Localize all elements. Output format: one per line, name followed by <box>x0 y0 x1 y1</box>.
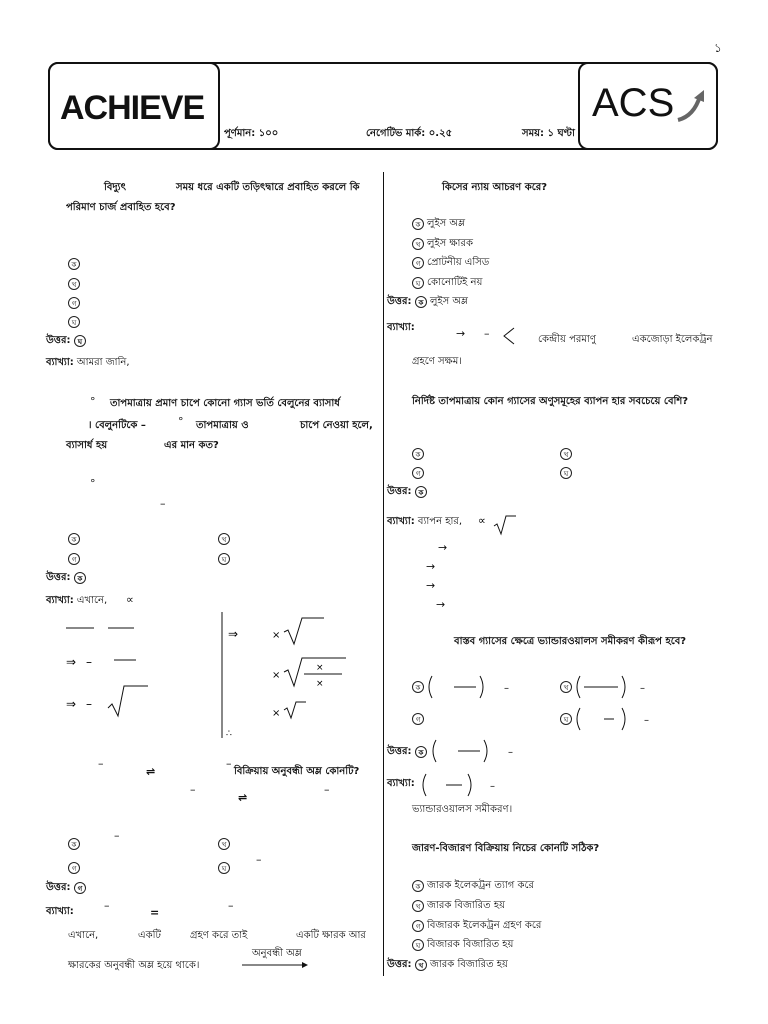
lq3-option-d[interactable] <box>218 862 233 874</box>
rq4-option-a-text: জারক ইলেকট্রন ত্যাগ করে <box>427 880 534 891</box>
rq1-explanation-label: ব্যাখ্যা: <box>387 322 415 333</box>
option-marker: ঘ <box>218 862 230 874</box>
option-marker: খ <box>560 681 572 693</box>
logo-left-box <box>48 62 220 150</box>
svg-text:×: × <box>272 708 281 719</box>
equilibrium-symbol: ⇌ <box>238 791 248 804</box>
exam-time: সময়: ১ ঘণ্টা <box>522 128 575 139</box>
rq3-option-a[interactable] <box>412 681 427 693</box>
svg-text:–: – <box>504 683 509 694</box>
minus-symbol: – <box>98 757 104 770</box>
rq1-option-a[interactable] <box>412 218 465 230</box>
degree-symbol: ° <box>178 415 184 428</box>
minus-symbol: – <box>226 757 232 770</box>
lq1-text-b: সময় ধরে একটি তড়িৎদ্বারে প্রবাহিত করলে কি <box>176 182 360 193</box>
rq1-option-b[interactable] <box>412 238 473 250</box>
rq1-stem: কিসের ন্যায় আচরণ করে? <box>442 182 548 193</box>
lq2-math-work <box>60 612 380 742</box>
answer-marker: ক <box>415 486 427 498</box>
option-marker: গ <box>412 257 424 269</box>
degree-symbol: ° <box>90 395 96 408</box>
option-marker: খ <box>68 278 80 290</box>
bond-angle-icon <box>502 326 516 348</box>
lq1-option-c[interactable] <box>68 297 83 309</box>
rq4-option-d-text: বিজারক বিজারিত হয় <box>427 939 514 950</box>
rq3-answer-formula <box>430 736 520 766</box>
rq3-option-d-formula <box>574 704 654 734</box>
lq1-option-a[interactable] <box>68 258 83 270</box>
lq3-stem: বিক্রিয়ায় অনুবন্ধী অম্ল কোনটি? <box>234 766 360 777</box>
rq2-explanation-text: ব্যাপন হার, <box>417 516 463 527</box>
lq3-exp-d: একটি ক্ষারক আর <box>296 930 366 941</box>
lq3-exp-a: এখানে, <box>68 930 99 941</box>
option-marker: ঘ <box>68 316 80 328</box>
svg-text:×: × <box>272 630 281 641</box>
lq2-option-d[interactable] <box>218 553 233 565</box>
logo-arrow-icon <box>676 88 706 124</box>
option-marker: ঘ <box>218 553 230 565</box>
lq2-answer <box>46 572 89 584</box>
svg-text:–: – <box>644 715 649 726</box>
lq2-text-d: চাপে নেওয়া হলে, <box>300 420 373 431</box>
negative-marks: নেগেটিভ মার্ক: ০.২৫ <box>366 128 453 139</box>
rq1-option-d-text: কোনোটিই নয় <box>427 277 483 288</box>
right-arrow-icon: → <box>436 598 446 611</box>
explanation-label: ব্যাখ্যা: <box>387 516 415 527</box>
degree-symbol: ° <box>90 477 96 490</box>
option-marker: ঘ <box>560 467 572 479</box>
option-marker: ঘ <box>412 939 424 951</box>
minus-symbol: – <box>104 899 110 912</box>
lq3-exp-b: একটি <box>138 930 161 941</box>
answer-marker: ক <box>415 296 427 308</box>
option-marker: ক <box>68 533 80 545</box>
option-marker: গ <box>412 920 424 932</box>
svg-text:–: – <box>86 655 92 669</box>
explanation-label: ব্যাখ্যা: <box>46 595 74 606</box>
option-marker: গ <box>412 467 424 479</box>
answer-label: উত্তর: <box>387 296 412 307</box>
lq3-explanation-label: ব্যাখ্যা: <box>46 906 74 917</box>
right-arrow-icon: → <box>456 327 466 340</box>
rq4-option-c[interactable] <box>412 920 541 932</box>
minus-symbol: – <box>114 829 120 842</box>
rq3-answer <box>387 746 430 758</box>
option-marker: গ <box>68 297 80 309</box>
lq1-text-a: বিদ্যুৎ <box>104 182 126 193</box>
explanation-label: ব্যাখ্যা: <box>46 357 74 368</box>
minus-symbol: – <box>228 899 234 912</box>
lq1-answer <box>46 335 89 347</box>
rq4-option-b-text: জারক বিজারিত হয় <box>427 900 505 911</box>
rq3-stem: বাস্তব গ্যাসের ক্ষেত্রে ভ্যান্ডারওয়ালস সমীকরণ কীরূপ হবে? <box>454 636 687 647</box>
lq2-text-f: এর মান কত? <box>164 440 219 451</box>
rq2-option-a[interactable] <box>412 448 427 460</box>
minus-symbol: – <box>484 327 490 340</box>
lq2-explanation <box>46 595 107 607</box>
minus-symbol: – <box>256 853 262 866</box>
lq1-explanation <box>46 357 130 369</box>
rq1-answer <box>387 296 468 308</box>
rq4-answer <box>387 959 508 971</box>
rq2-option-b[interactable] <box>560 448 575 460</box>
right-arrow-icon: → <box>426 579 436 592</box>
rq2-option-c[interactable] <box>412 467 427 479</box>
answer-label: উত্তর: <box>46 335 71 346</box>
rq1-option-a-text: লুইস অম্ল <box>427 218 466 229</box>
svg-text:–: – <box>508 747 513 758</box>
rq2-option-d[interactable] <box>560 467 575 479</box>
option-marker: খ <box>412 238 424 250</box>
column-divider <box>383 172 384 976</box>
svg-text:∴: ∴ <box>226 729 232 739</box>
option-marker: ক <box>68 838 80 850</box>
svg-text:⇒: ⇒ <box>66 697 77 711</box>
svg-text:×: × <box>272 670 281 681</box>
minus-symbol: – <box>160 497 166 510</box>
rq1-option-c-text: প্রোটনীয় এসিড <box>427 257 490 268</box>
answer-label: উত্তর: <box>387 959 412 970</box>
rq3-explanation-formula <box>420 770 510 800</box>
answer-marker: ঘ <box>74 335 86 347</box>
achieve-logo: ACHIEVE <box>60 89 205 127</box>
page-number: ১ <box>714 41 722 55</box>
logo-right-box <box>578 62 718 150</box>
option-marker: গ <box>412 713 424 725</box>
option-marker: ক <box>412 448 424 460</box>
lq2-text-a: তাপমাত্রায় প্রমাণ চাপে কোনো গ্যাস ভর্তি বেলুনের ব্যাসার্ধ <box>110 398 340 409</box>
equals-symbol: = <box>150 906 160 919</box>
rq1-exp-a: কেন্দ্রীয় পরমাণু <box>538 334 596 345</box>
conjugate-acid-label: অনুবন্ধী অম্ল <box>252 948 302 959</box>
answer-marker: ক <box>415 746 427 758</box>
lq2-option-b[interactable] <box>218 533 233 545</box>
proportional-symbol: ∝ <box>126 593 134 606</box>
answer-label: উত্তর: <box>387 486 412 497</box>
rq1-exp-c: গ্রহণে সক্ষম। <box>412 356 462 367</box>
rq4-stem: জারণ-বিজারণ বিক্রিয়ায় নিচের কোনটি সঠিক? <box>412 843 600 854</box>
rq4-option-b[interactable] <box>412 900 505 912</box>
rq1-option-d[interactable] <box>412 277 482 289</box>
option-marker: গ <box>68 553 80 565</box>
rq4-option-c-text: বিজারক ইলেকট্রন গ্রহণ করে <box>427 920 542 931</box>
right-arrow-icon: → <box>426 560 436 573</box>
equilibrium-symbol: ⇌ <box>146 765 156 778</box>
svg-text:–: – <box>490 781 495 792</box>
answer-label: উত্তর: <box>387 746 412 757</box>
svg-text:⇒: ⇒ <box>228 627 239 641</box>
option-marker: গ <box>68 862 80 874</box>
right-arrow-icon <box>242 960 308 970</box>
rq1-option-b-text: লুইস ক্ষারক <box>427 238 473 249</box>
answer-label: উত্তর: <box>46 882 71 893</box>
svg-text:–: – <box>86 697 92 711</box>
option-marker: খ <box>560 448 572 460</box>
rq3-option-d[interactable] <box>560 713 575 725</box>
rq3-option-b-formula <box>574 672 654 702</box>
answer-marker: ক <box>74 572 86 584</box>
lq2-text-e: ব্যাসার্ধ হয় <box>66 440 108 451</box>
option-marker: খ <box>218 838 230 850</box>
full-marks: পূর্ণমান: ১০০ <box>224 128 279 139</box>
lq3-option-c[interactable] <box>68 862 83 874</box>
lq1-option-d[interactable] <box>68 316 83 328</box>
option-marker: খ <box>218 533 230 545</box>
lq2-option-a[interactable] <box>68 533 83 545</box>
option-marker: খ <box>412 900 424 912</box>
minus-symbol: – <box>324 783 330 796</box>
lq2-option-c[interactable] <box>68 553 83 565</box>
rq4-option-a[interactable] <box>412 880 534 892</box>
option-marker: ক <box>412 880 424 892</box>
lq3-exp-c: গ্রহণ করে তাই <box>190 930 248 941</box>
rq3-explanation-label: ব্যাখ্যা: <box>387 778 415 789</box>
lq3-option-b[interactable] <box>218 838 233 850</box>
svg-text:⇒: ⇒ <box>66 655 77 669</box>
lq2-text-c: তাপমাত্রায় ও <box>196 420 249 431</box>
rq2-answer <box>387 486 430 498</box>
option-marker: ক <box>412 681 424 693</box>
rq1-option-c[interactable] <box>412 257 489 269</box>
option-marker: ক <box>68 258 80 270</box>
lq2-explanation-text: এখানে, <box>76 595 108 606</box>
answer-marker: খ <box>415 959 427 971</box>
svg-text:×: × <box>316 679 324 689</box>
answer-label: উত্তর: <box>46 572 71 583</box>
rq3-option-b[interactable] <box>560 681 575 693</box>
rq1-answer-text: লুইস অম্ল <box>429 296 468 307</box>
lq3-exp-e: ক্ষারকের অনুবন্ধী অম্ল হয়ে থাকে। <box>68 960 200 971</box>
lq1-explanation-text: আমরা জানি, <box>76 357 130 368</box>
svg-text:×: × <box>316 663 324 673</box>
svg-text:–: – <box>640 683 645 694</box>
lq3-option-a[interactable] <box>68 838 83 850</box>
rq2-stem: নির্দিষ্ট তাপমাত্রায় কোন গ্যাসের অণুসমূহের ব্যাপন হার সবচেয়ে বেশি? <box>412 396 689 407</box>
option-marker: ঘ <box>412 277 424 289</box>
rq4-option-d[interactable] <box>412 939 513 951</box>
rq4-answer-text: জারক বিজারিত হয় <box>429 959 508 970</box>
sqrt-icon <box>478 512 518 536</box>
rq2-explanation <box>387 516 462 528</box>
lq1-text-c: পরিমাণ চার্জ প্রবাহিত হবে? <box>66 202 176 213</box>
lq1-option-b[interactable] <box>68 278 83 290</box>
option-marker: ক <box>412 218 424 230</box>
svg-text:∝: ∝ <box>478 514 486 527</box>
rq3-exp-tail: ভ্যান্ডারওয়ালস সমীকরণ। <box>412 804 513 815</box>
option-marker: ঘ <box>560 713 572 725</box>
answer-marker: গ <box>74 882 86 894</box>
minus-symbol: – <box>190 783 196 796</box>
right-arrow-icon: → <box>438 541 448 554</box>
lq2-text-b: । বেলুনটিকে – <box>88 420 146 431</box>
acs-logo: ACS <box>592 81 675 125</box>
rq3-option-c[interactable] <box>412 713 427 725</box>
lq3-answer <box>46 882 89 894</box>
rq3-option-a-formula <box>426 672 516 702</box>
rq1-exp-b: একজোড়া ইলেকট্রন <box>632 334 713 345</box>
